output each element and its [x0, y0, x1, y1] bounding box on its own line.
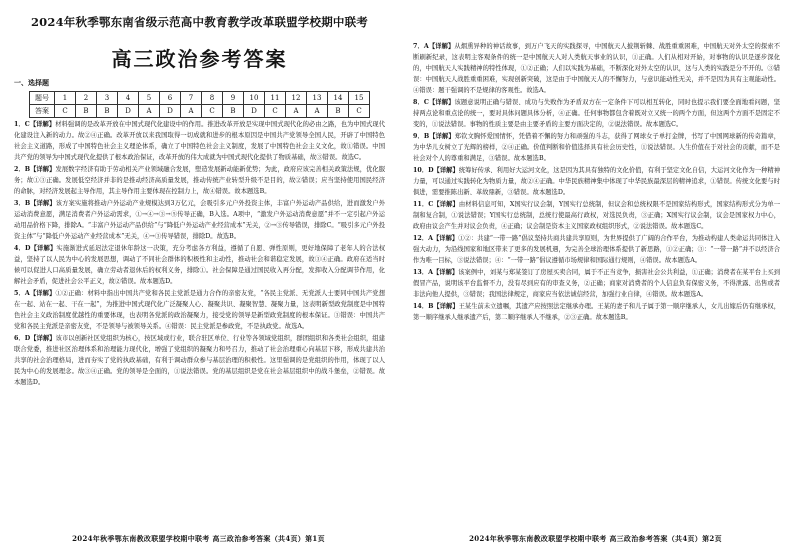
explanation-item	[14, 288, 385, 332]
page-1-content	[14, 14, 385, 388]
question-number: 9．	[413, 133, 424, 140]
page-2-footer: 2024年秋季鄂东南教改联盟学校期中联考 高三政治参考答案（共4页）第2页	[469, 534, 722, 543]
question-number-cell: 8	[202, 92, 223, 105]
explanation-text: ①②：共建“一带一路”倡议坚持共商共建共享原则，为世界提供了广阔的合作平台，为推动构建人类命运共同体注入强大动力，为沿线国家和地区带来了更多的发展机遇，为完善全球治理体系提供了新思路，①②正确；③：“一带一路”并不以经济合作为唯一目标，③说法错误；④：“一带一路”倡议遵循市场规律和国际通行规则，④错误。故本题选A。	[413, 235, 781, 264]
question-number: 12．	[413, 235, 429, 242]
answer-cell: D	[118, 105, 139, 118]
explanation-text: 发展数字经济有助于劳动相关产业领域融合发展，塑造发展新动能新优势；为此，政府应该完善相关政策法规，优化服务；故①③正确。发展低空经济并非的是推动经济高质量发展，推动传统产业转型升级不是目的，故②错误；应当坚持使用国民经济的命脉，对经济发展起主导作用，其主导作用主要体现在控制力上，故④错误。故本题选B。	[14, 166, 386, 195]
answer-cell: A	[181, 105, 202, 118]
answer-cell: C	[202, 105, 223, 118]
answer-cell: B	[223, 105, 244, 118]
question-number: 4．	[14, 245, 25, 252]
answer-letter: A	[24, 290, 30, 297]
answer-key-title: 高三政治参考答案	[111, 47, 288, 71]
answer-letter: A	[423, 43, 429, 50]
answer-cell: D	[160, 105, 181, 118]
question-number-cell: 13	[307, 92, 328, 105]
question-number: 5．	[14, 290, 25, 297]
question-number-cell: 14	[328, 92, 349, 105]
explanation-text: 从烟熏异种的神话故事，到万户飞天的实践探寻，中国航天人披荆斩棘、战胜重重困难，中国航天对外太空的探索不断刷新纪录，这表明主客观条件的统一是中国航天人对人类航天事业的认识，①正确。人们从相对开始，对事物的认识是逐步深化的，中国航天人实践精神的特性体现，①②正确；人们以实践为基础，不断深化对外太空的认识，这与人类的实践是分不开的。③错误：中国航天人战胜重重困难，实现创新突破，这是由于中国航天人的不懈努力，与意识能动性无关，并不是因为具有主观能动性。④错误：题干强调的不是规律的客观性。故选A。	[413, 43, 780, 94]
answer-letter: B	[423, 133, 430, 140]
question-number-cell: 2	[76, 92, 97, 105]
answer-cell: C	[265, 105, 286, 118]
explanation-item	[413, 41, 780, 96]
answer-cell: A	[139, 105, 160, 118]
explanation-text: ①②正确：材料中指出中国共产党和各民主党派是通力合作的亲密友党，“各民主党派、无党派人士要同中国共产党想在一起、站在一起、干在一起”，为推进中国式现代化广泛凝聚人心、凝聚共识、凝聚智慧、凝聚力量，这表明新型政党制度是中国特色社会主义政治制度优越性的重要体现，也表明各党派的政治凝聚力，接受党的领导是新型政党制度的根本保证。③错误：中国共产党和各民主党派是亲密友党，不是领导与被领导关系。④错误：民主党派是参政党，不是执政党。故选A。	[14, 290, 385, 330]
answer-table-label-answer: 答案	[30, 105, 55, 118]
explanation-text: 该案例中，刘某与郑某签订了房屋买卖合同，属于不正当竞争，损害社会公共利益，①正确；消费者在某平台上买到假冒产品，说明该平台监督不力，没有尽到应有的审查义务，②正确；商家对消费者的个人信息负有保密义务，不得泄露、出售或者非法向他人提供，③错误；我国法律规定，商家应当依法诚信经营，加强行业自律，④错误。故本题选A。	[413, 269, 781, 298]
answer-letter: B	[428, 303, 434, 310]
explanation-text: 统筹好传承、利用好大运河文化，这是因为其具有独特的文化价值，有利于坚定文化自信，大运河文化作为一种精神力量，可以通过实践转化为物质力量，故②④正确。中华民族精神集中体现了中华民族最深层的精神追求，①错误。传统文化要与时俱进，需要推陈出新、革故鼎新，③错误。故本题选D。	[413, 167, 781, 196]
answer-cell: A	[286, 105, 307, 118]
explanation-item	[413, 199, 780, 232]
question-number-cell: 9	[223, 92, 244, 105]
question-number-cell: 3	[97, 92, 118, 105]
page-1-footer: 2024年秋季鄂东南教改联盟学校期中联考 高三政治参考答案（共4页）第1页	[72, 534, 325, 543]
explanation-item	[413, 301, 780, 323]
explanation-text: 实施渐进式延迟法定退休年龄这一决策，充分考虑各方利益，遵循了自愿、弹性原则，更好地保障了老年人的合法权益，坚持了以人民为中心的发展思想，调动了不同社会群体的积极性和主动性，推动社会和谐稳定发展，故③④正确。政府在适当时候可以促进人口高质量发展，确立劳动者退休后的权利义务，排除①。社会保障是通过国民收入再分配，发挥收入分配调节作用，化解社会矛盾，促进社会公平正义，故②错误。故本题选D。	[14, 245, 386, 285]
answer-table-number-row	[30, 92, 370, 105]
answer-table-label-number: 题号	[30, 92, 55, 105]
explanation-text: 郑钦文胸怀爱国情怀，凭借着不懈的努力和顽强的斗志，获得了网球女子单打金牌，书写了中国网球新的传奇篇章，为中华儿女树立了光辉的榜样，②④正确。价值判断和价值选择具有社会历史性，①说法错误。人生价值在于对社会的贡献，而不是社会对个人的尊重和满足，③错误。故本题选B。	[413, 133, 781, 162]
explanation-text: 由材料信息可知，X国实行议会制，Y国实行总统制，但议会和总统权限不是国家结构形式，国家结构形式分为单一制和复合制，①说法错误；Y国实行总统制，总统行使最高行政权，对选民负责，③正确；X国实行议会制，议会是国家权力中心，政府由议会产生并对议会负责，④正确；议会制是资本主义国家政权组织形式，②说法错误。故本题选C。	[413, 201, 781, 230]
detail-tag: 【详解】	[29, 121, 56, 128]
detail-tag: 【详解】	[428, 43, 455, 50]
answer-cell: B	[97, 105, 118, 118]
explanation-text: 该市以创新社区党组织为核心，按区域或行业，联合驻区单位、行业等各领域党组织，群团组织和各类社会组织，组建联合党委，推进社区治理体系和治理能力现代化，增强了党组织的凝聚力和号召力，推动了社会治理重心向基层下移，形成共建共治共享的社会治理格局，进而夯实了党的执政基础，有利于调动群众参与基层治理的积极性。这里强调的是党组织的作用，体现了以人民为中心的发展理念。故③④正确。党的领导是全面的，①说法错误。党的基层组织是党在社会基层组织中的战斗堡垒，②错误。故本题选D。	[14, 335, 386, 386]
question-number-cell: 10	[244, 92, 265, 105]
answer-cell: B	[76, 105, 97, 118]
question-number: 1．	[14, 121, 25, 128]
answer-cell: D	[244, 105, 265, 118]
explanation-text: 王某生前未立遗嘱，其遗产应按照法定继承办理。王某的妻子和儿子属于第一顺序继承人，女儿出嫁后仍有继承权，第一顺序继承人继承遗产后，第二顺序继承人不继承，②③正确。故本题选B。	[413, 303, 781, 321]
right-explanations	[413, 41, 780, 323]
answer-table	[29, 91, 370, 118]
explanation-item	[413, 233, 780, 266]
answer-letter: D	[24, 335, 31, 342]
answer-letter: C	[428, 201, 434, 208]
answer-cell: A	[307, 105, 328, 118]
question-number: 13．	[413, 269, 429, 276]
explanation-text: 该方案实施将推动户外运动产业规模达到3万亿元，会吸引多元户外投资主体，丰富户外运动产品供给，进而激发户外运动消费意愿，满足消费者户外运动需求，①→④→③→⑤传导正确，B入选。A项中，“激发户外运动消费意愿”并不一定引起户外运动用品价格下降，排除A。“丰富户外运动产品供给”与“降低户外运动产业经营成本”无关，②→③传导错误，排除C。“吸引多元户外投资主体”与“降低户外运动产业经营成本”无关，④→③传导错误，排除D。故选B。	[14, 200, 385, 240]
question-number: 6．	[14, 335, 25, 342]
detail-tag: 【详解】	[30, 166, 56, 173]
question-number: 7．	[413, 43, 424, 50]
question-number: 11．	[413, 201, 429, 208]
answer-letter: C	[24, 121, 30, 128]
question-number-cell: 7	[181, 92, 202, 105]
answer-cell: C	[349, 105, 370, 118]
detail-tag: 【详解】	[433, 167, 459, 174]
explanation-item	[14, 333, 385, 388]
explanation-text: 材料强调的是改革开放在中国式现代化建设中的作用。推进改革开放是实现中国式现代化的必由之路，也为中国式现代化建设注入新的动力。故②④正确。改革开放以来我国取得一切成就和进步的根本原因是中国共产党领导全国人民，开辟了中国特色社会主义道路，形成了中国特色社会主义理论体系，确立了中国特色社会主义制度，发展了中国特色社会主义文化，故①错误。中国共产党的领导为中国式现代化提供了根本政治保证，改革开放的伟大成就为中国式现代化提供了物质基础，故③错误。故选C。	[14, 121, 386, 161]
page-2-content	[413, 40, 780, 323]
detail-tag: 【详解】	[30, 335, 56, 342]
question-number-cell: 11	[265, 92, 286, 105]
detail-tag: 【详解】	[429, 133, 455, 140]
explanation-item	[413, 97, 780, 130]
question-number-cell: 15	[349, 92, 370, 105]
answer-letter: D	[428, 167, 434, 174]
answer-cell: C	[55, 105, 76, 118]
question-number-cell: 5	[139, 92, 160, 105]
explanation-item	[413, 131, 780, 164]
detail-tag: 【详解】	[29, 290, 56, 297]
question-number-cell: 4	[118, 92, 139, 105]
question-number: 14．	[413, 303, 429, 310]
left-explanations	[14, 119, 385, 388]
answer-letter: B	[24, 166, 31, 173]
explanation-item	[14, 243, 385, 287]
question-number: 10．	[413, 167, 429, 174]
explanation-item	[14, 198, 385, 242]
answer-letter: D	[24, 245, 31, 252]
section-heading-choice: 一、选择题	[14, 78, 49, 87]
answer-letter: A	[428, 269, 433, 276]
question-number-cell: 1	[55, 92, 76, 105]
answer-letter: C	[423, 99, 429, 106]
answer-cell: B	[328, 105, 349, 118]
question-number: 3．	[14, 200, 25, 207]
exam-title: 2024年秋季鄂东南省级示范高中教育教学改革联盟学校期中联考	[30, 15, 368, 29]
detail-tag: 【详解】	[432, 235, 459, 242]
detail-tag: 【详解】	[432, 269, 459, 276]
detail-tag: 【详解】	[30, 200, 56, 207]
page-2	[397, 0, 794, 550]
question-number: 2．	[14, 166, 25, 173]
question-number: 8．	[413, 99, 424, 106]
detail-tag: 【详解】	[433, 303, 459, 310]
explanation-item	[413, 165, 780, 198]
question-number-cell: 6	[160, 92, 181, 105]
answer-letter: B	[24, 200, 31, 207]
detail-tag: 【详解】	[428, 99, 455, 106]
explanation-item	[14, 164, 385, 197]
answer-table-answer-row	[30, 105, 370, 118]
detail-tag: 【详解】	[433, 201, 459, 208]
explanation-item	[14, 119, 385, 163]
explanation-item	[413, 267, 780, 300]
answer-letter: A	[428, 235, 433, 242]
question-number-cell: 12	[286, 92, 307, 105]
detail-tag: 【详解】	[30, 245, 57, 252]
explanation-text: 该题意说明正确与错误、成功与失败作为矛盾双方在一定条件下可以相互转化，同时也提示我们要全面地看问题，坚持两点论和重点论的统一，要对具体问题具体分析，④正确。任何事物都包含着既对立又统一的两个方面，但这两个方面不是固定不变的，①说法错误。事物的性质主要是由主要矛盾的主要方面决定的，②说法错误。故本题选C。	[413, 99, 780, 128]
